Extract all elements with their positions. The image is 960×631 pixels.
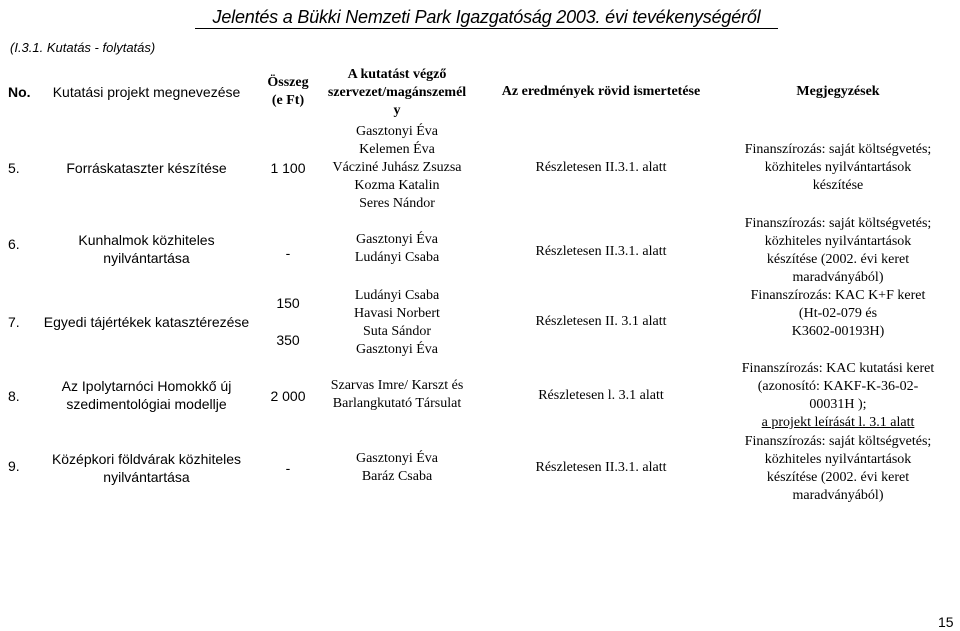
notes-line: Finanszírozás: KAC K+F keret [750,288,926,303]
notes-line: készítése (2002. évi keret [766,470,910,485]
performer-line: Szarvas Imre/ Karszt és [330,378,464,393]
notes-line: készítése [812,178,864,193]
header-results: Az eredmények rövid ismertetése [501,84,701,99]
project-name [35,377,258,413]
row-number: 6. [8,236,20,252]
performer-line: Ludányi Csaba [354,288,440,303]
amount: 150 [276,295,300,311]
performer-line: Gasztonyi Éva [355,232,439,247]
project-name [35,231,258,267]
report-title: Jelentés a Bükki Nemzeti Park Igazgatóság 2003. évi tevékenységéről [195,6,778,29]
header-amount-line: Összeg [267,75,309,90]
project-name-line: nyilvántartása [103,250,190,266]
performer-line: Gasztonyi Éva [355,124,439,139]
notes-line: maradványából) [792,270,884,285]
header-amount-line: (e Ft) [271,93,305,108]
amount: - [285,245,291,261]
notes [726,215,950,287]
notes-line: (Ht-02-079 és [798,306,878,321]
row-number: 8. [8,388,20,404]
performer-line: Seres Nándor [359,196,435,211]
project-name-line: Középkori földvárak közhiteles [51,451,242,467]
page-number: 15 [938,614,954,630]
project-name-line: szedimentológiai modellje [66,396,227,412]
header-performer [316,66,478,120]
row-number: 9. [8,458,20,474]
project-name-line: Forráskataszter készítése [66,160,227,176]
results: Részletesen II. 3.1 alatt [535,314,667,329]
project-name [35,313,258,331]
notes-line: (azonosító: KAKF-K-36-02- [757,379,919,394]
notes [726,360,950,432]
notes-line: Finanszírozás: KAC kutatási keret [741,361,935,376]
results: Részletesen II.3.1. alatt [535,244,667,259]
notes [726,287,950,341]
performer [316,287,478,359]
amount: 1 100 [270,160,306,176]
header-notes: Megjegyzések [796,84,880,99]
performer-line: Kozma Katalin [354,178,440,193]
notes [726,433,950,505]
notes [726,141,950,195]
project-name [35,450,258,486]
notes-line: közhiteles nyilvántartások [764,160,912,175]
header-amount [258,74,318,110]
results: Részletesen II.3.1. alatt [535,160,667,175]
performer [316,450,478,486]
amount: 2 000 [270,388,306,404]
row-number: 7. [8,314,20,330]
project-name-line: Az Ipolytarnóci Homokkő új [61,378,232,394]
performer-line: Gasztonyi Éva [355,451,439,466]
header-performer-line: A kutatást végző [347,67,447,82]
performer-line: Kelemen Éva [359,142,435,157]
performer [316,231,478,267]
project-name-line: Egyedi tájértékek katasztérezése [43,314,250,330]
header-performer-line: y [393,103,401,118]
notes-line: a projekt leírását l. 3.1 alatt [761,415,915,430]
project-name [35,159,258,177]
notes-line: K3602-00193H) [791,324,885,339]
notes-line: Finanszírozás: saját költségvetés; [744,142,932,157]
notes-line: készítése (2002. évi keret [766,252,910,267]
performer-line: Vácziné Juhász Zsuzsa [332,160,462,175]
performer-line: Baráz Csaba [361,469,433,484]
results: Részletesen l. 3.1 alatt [538,388,664,403]
notes-line: közhiteles nyilvántartások [764,234,912,249]
performer [316,123,478,213]
amount: - [285,460,291,476]
amount: 350 [276,332,300,348]
results: Részletesen II.3.1. alatt [535,460,667,475]
project-name-line: nyilvántartása [103,469,190,485]
performer-line: Suta Sándor [362,324,432,339]
notes-line: közhiteles nyilvántartások [764,452,912,467]
notes-line: Finanszírozás: saját költségvetés; [744,434,932,449]
header-no: No. [8,84,31,100]
performer [316,377,478,413]
header-project-name: Kutatási projekt megnevezése [52,84,241,100]
notes-line: Finanszírozás: saját költségvetés; [744,216,932,231]
header-performer-line: szervezet/magánszemél [327,85,467,100]
performer-line: Barlangkutató Társulat [332,396,462,411]
project-name-line: Kunhalmok közhiteles [78,232,215,248]
performer-line: Gasztonyi Éva [355,342,439,357]
performer-line: Ludányi Csaba [354,250,440,265]
notes-line: maradványából) [792,488,884,503]
performer-line: Havasi Norbert [354,306,440,321]
section-label: (I.3.1. Kutatás - folytatás) [10,40,156,55]
notes-line: 00031H ); [809,397,867,412]
row-number: 5. [8,160,20,176]
